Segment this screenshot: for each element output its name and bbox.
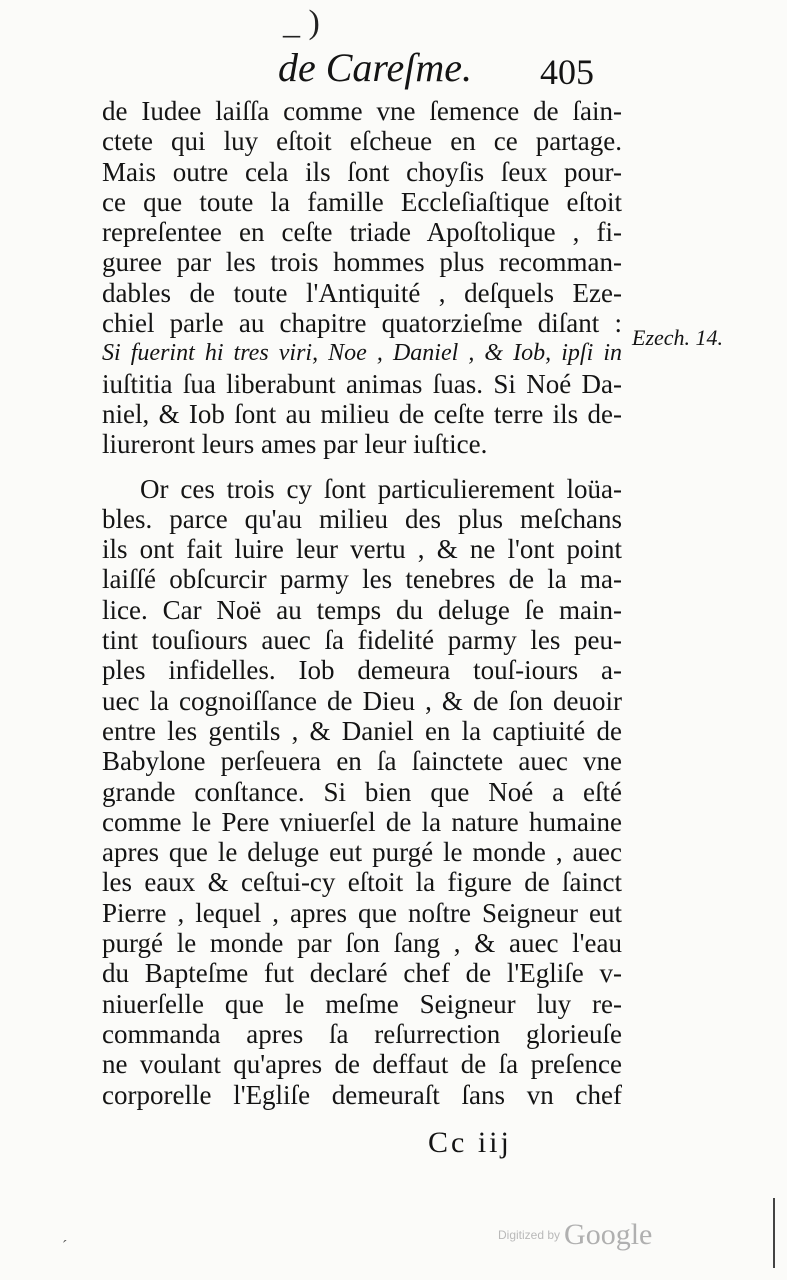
text-line: du Bapteſme fut declaré chef de l'Egliſe v- bbox=[102, 958, 622, 989]
marginal-reference: Ezech. 14. bbox=[632, 325, 724, 350]
text-line: purgé le monde par ſon ſang , & auec l'eau bbox=[102, 928, 622, 959]
text-line: de Iudee laiſſa comme vne ſemence de ſain- bbox=[102, 96, 622, 126]
text-line: guree par les trois hommes plus recomman- bbox=[102, 247, 622, 278]
text-line: corporelle l'Egliſe demeuraſt ſans vn chef bbox=[102, 1079, 622, 1110]
text-line: ce que toute la famille Eccleſiaſtique eſtoit bbox=[102, 186, 622, 217]
text-line: entre les gentils , & Daniel en la captiuité de bbox=[102, 715, 622, 746]
text-line: chiel parle au chapitre quatorzieſme diſant : bbox=[102, 308, 622, 339]
text-line: ils ont fait luire leur vertu , & ne l'ont point bbox=[102, 534, 622, 565]
page-number: 405 bbox=[540, 52, 594, 92]
text-line: grande conſtance. Si bien que Noé a eſté bbox=[102, 776, 622, 807]
text-line: bles. parce qu'au milieu des plus meſchans bbox=[102, 503, 622, 534]
text-line: iuſtitia ſua liberabunt animas ſuas. Si Noé Da- bbox=[102, 368, 622, 399]
text-line: comme le Pere vniuerſel de la nature humaine bbox=[102, 806, 622, 837]
text-line: ctete qui luy eſtoit eſcheue en ce partage. bbox=[102, 126, 622, 157]
text-line: niel, & Iob ſont au milieu de ceſte terre ils de- bbox=[102, 398, 622, 429]
text-line: Or ces trois cy ſont particulierement loüa- bbox=[140, 473, 622, 504]
text-block bbox=[102, 96, 622, 1110]
text-line: Babylone perſeuera en ſa ſainctete auec vne bbox=[102, 746, 622, 777]
text-line: uec la cognoiſſance de Dieu , & de ſon deuoir bbox=[102, 685, 622, 716]
text-line: niuerſelle que le meſme Seigneur luy re- bbox=[102, 988, 622, 1019]
text-line: tint touſiours auec ſa fidelité parmy les peu- bbox=[102, 625, 622, 656]
text-line: commanda apres ſa reſurrection glorieuſe bbox=[102, 1018, 622, 1049]
top-mark: _ ) bbox=[283, 4, 320, 41]
text-line: liureront leurs ames par leur iuſtice. bbox=[102, 429, 488, 460]
text-line: ples infidelles. Iob demeura touſ-iours a- bbox=[102, 655, 622, 686]
text-line: dables de toute l'Antiquité , deſquels Eze- bbox=[102, 277, 622, 308]
paragraph-gap bbox=[102, 460, 622, 474]
page-edge-line bbox=[773, 1198, 775, 1268]
running-head: de Careſme. bbox=[278, 45, 473, 90]
watermark-prefix: Digitized by bbox=[498, 1228, 561, 1242]
text-line: repreſentee en ceſte triade Apoſtolique , fi- bbox=[102, 217, 622, 248]
text-line: ne voulant qu'apres de deffaut de ſa preſence bbox=[102, 1049, 622, 1080]
signature-mark: Cc iij bbox=[428, 1126, 512, 1159]
text-line: Mais outre cela ils ſont choyſis ſeux pour- bbox=[102, 156, 622, 187]
digitized-watermark bbox=[498, 1218, 652, 1252]
google-logo: Google bbox=[564, 1218, 653, 1251]
scan-speck: ´ bbox=[62, 1238, 68, 1255]
text-line: Pierre , lequel , apres que noſtre Seigneur eut bbox=[102, 897, 622, 928]
text-line: apres que le deluge eut purgé le monde , auec bbox=[102, 837, 622, 868]
text-line: laiſſé obſcurcir parmy les tenebres de la ma- bbox=[102, 564, 622, 595]
latin-quote-line: Si fuerint hi tres viri, Noe , Daniel , & Iob, ipſi in bbox=[102, 340, 622, 367]
text-line: lice. Car Noë au temps du deluge ſe main- bbox=[102, 594, 622, 625]
text-line: les eaux & ceſtui-cy eſtoit la figure de ſainct bbox=[102, 867, 622, 898]
